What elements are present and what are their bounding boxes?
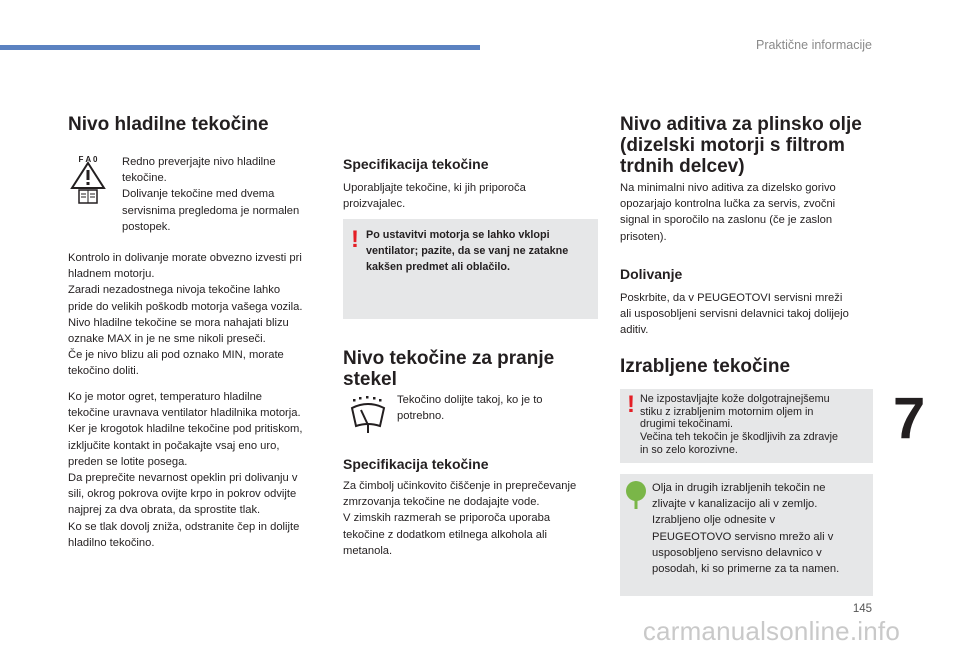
fluid-spec-text-2: Za čimbolj učinkovito čiščenje in preprečevanje zmrzovanja tekočine ne dodajajte vode. V zimskih razmerah se priporoča uporaba tekočine z dodatkom etilnega alkohola ali metanola.	[343, 480, 577, 557]
page-number: 145	[852, 603, 872, 615]
diesel-additive-title: Nivo aditiva za plinsko olje (dizelski motorji s filtrom trdnih delcev)	[620, 114, 862, 177]
used-fluids-warning-text: Ne izpostavljajte kože dolgotrajnejšemu stiku z izrabljenim motornim oljem in drugimi tekočinami. Večina teh tekočin je škodljivih za zdravje in so zelo korozivne.	[640, 393, 839, 456]
coolant-paragraph-2: Ko je motor ogret, temperaturo hladilne tekočine uravnava ventilator hladilnika motorja. Ker je krogotok hladilne tekočine pod pritiskom, izključite kontakt in počakajte vsaj eno uro, preden se lotite posega. Da preprečite nevarnost opeklin pri dolivanju v sili, okrog pokrova ovijte krpo in pokrov odvijte najprej za dva obrata, da sprostite tlak. Ko se tlak dovolj zniža, odstranite čep in dolijte hladilno tekočino.	[68, 391, 303, 549]
diesel-additive-text: Na minimalni nivo aditiva za dizelsko gorivo opozarjajo kontrolna lučka za servis, zvočni signal in sporočilo na zaslonu (če je zaslon prisoten).	[620, 182, 836, 243]
refill-text: Poskrbite, da v PEUGEOTOVI servisni mreži ali usposobljeni servisni delavnici takoj dolijejo aditiv.	[620, 292, 849, 337]
header-accent-bar	[0, 45, 480, 50]
windscreen-washer-icon	[350, 396, 386, 436]
coolant-icon-note: Redno preverjajte nivo hladilne tekočine. Dolivanje tekočine med dvema servisnima pregledoma je normalen postopek.	[122, 156, 300, 233]
coolant-warning-icon	[70, 152, 106, 204]
chapter-number: 7	[893, 386, 926, 451]
warning-exclamation-icon-2: !	[627, 391, 635, 418]
warning-exclamation-icon: !	[351, 226, 359, 253]
section-title: Praktične informacije	[755, 38, 872, 52]
eco-note-text: Olja in drugih izrabljenih tekočin ne zlivajte v kanalizacijo ali v zemljo. Izrabljeno olje odnesite v PEUGEOTOVO servisno mrežo ali v usposobljeno servisno delavnico v posodah, ki so primerne za ta namen.	[652, 482, 840, 576]
fluid-spec-title-1: Specifikacija tekočine	[343, 156, 489, 172]
washer-fluid-title: Nivo tekočine za pranje stekel	[343, 348, 555, 390]
coolant-paragraph-1: Kontrolo in dolivanje morate obvezno izvesti pri hladnem motorju. Zaradi nezadostnega nivoja tekočine lahko pride do velikih poškodb motorja vašega vozila. Nivo hladilne tekočine se mora nahajati blizu oznake MAX in je ne sme nikoli preseči. Če je nivo blizu ali pod oznako MIN, morate tekočino doliti.	[68, 252, 303, 378]
svg-text:F A 0: F A 0	[78, 155, 98, 164]
refill-title: Dolivanje	[620, 266, 683, 282]
fluid-spec-text-1: Uporabljajte tekočine, ki jih priporoča proizvajalec.	[343, 182, 526, 211]
used-fluids-title: Izrabljene tekočine	[620, 356, 791, 377]
fan-warning-text: Po ustavitvi motorja se lahko vklopi ventilator; pazite, da se vanj ne zatakne kakšen predmet ali oblačilo.	[366, 229, 569, 274]
fluid-spec-title-2: Specifikacija tekočine	[343, 456, 489, 472]
watermark-text: carmanualsonline.info	[642, 616, 900, 646]
coolant-level-title: Nivo hladilne tekočine	[68, 114, 269, 135]
environment-tree-icon	[625, 480, 647, 510]
washer-fluid-note: Tekočino dolijte takoj, ko je to potrebno.	[397, 394, 543, 423]
